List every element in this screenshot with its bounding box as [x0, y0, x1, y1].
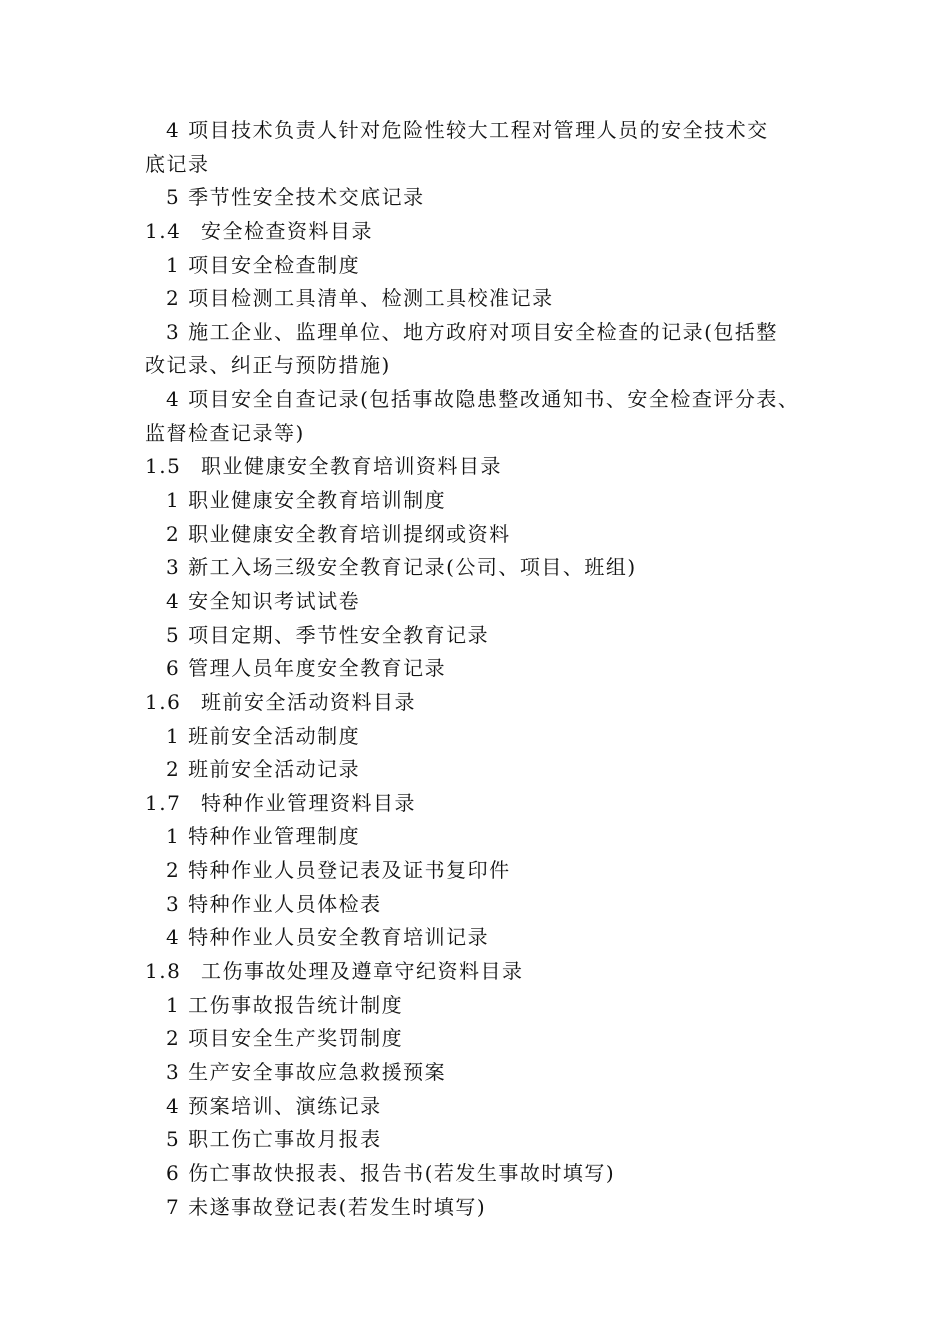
- section-title: 安全检查资料目录: [201, 218, 373, 243]
- section-number: 1.7: [145, 790, 182, 815]
- list-item: 3 施工企业、监理单位、地方政府对项目安全检查的记录(包括整: [166, 319, 778, 344]
- list-item: 7 未遂事故登记表(若发生时填写): [166, 1194, 487, 1219]
- section-heading: [145, 787, 815, 821]
- list-item: 4 预案培训、演练记录: [166, 1093, 382, 1118]
- list-item: 3 生产安全事故应急救援预案: [166, 1059, 447, 1084]
- list-item: 4 安全知识考试试卷: [166, 588, 361, 613]
- section-heading: [145, 450, 815, 484]
- section-title: 职业健康安全教育培训资料目录: [201, 454, 502, 479]
- list-item: 6 伤亡事故快报表、报告书(若发生事故时填写): [166, 1160, 616, 1185]
- list-item-continuation: 改记录、纠正与预防措施): [145, 353, 391, 378]
- list-item: 2 班前安全活动记录: [166, 757, 361, 782]
- list-item: 2 项目检测工具清单、检测工具校准记录: [166, 286, 554, 311]
- section-heading: [145, 215, 815, 249]
- section-title: 特种作业管理资料目录: [201, 790, 416, 815]
- section-number: 1.8: [145, 959, 182, 984]
- list-item: 1 项目安全检查制度: [166, 252, 361, 277]
- list-item: 6 管理人员年度安全教育记录: [166, 656, 447, 681]
- section-number: 1.5: [145, 454, 182, 479]
- section-title: 工伤事故处理及遵章守纪资料目录: [201, 959, 524, 984]
- list-item: 2 特种作业人员登记表及证书复印件: [166, 858, 511, 883]
- list-item: 4 项目安全自查记录(包括事故隐患整改通知书、安全检查评分表、: [166, 387, 800, 412]
- list-item: 3 新工入场三级安全教育记录(公司、项目、班组): [166, 555, 637, 580]
- list-item: 5 项目定期、季节性安全教育记录: [166, 622, 490, 647]
- list-item: 3 特种作业人员体检表: [166, 891, 382, 916]
- document-body: [145, 114, 815, 1224]
- list-item: 1 工伤事故报告统计制度: [166, 992, 404, 1017]
- list-item: 1 班前安全活动制度: [166, 723, 361, 748]
- list-item: 2 项目安全生产奖罚制度: [166, 1026, 404, 1051]
- section-title: 班前安全活动资料目录: [201, 689, 416, 714]
- section-number: 1.6: [145, 689, 182, 714]
- list-item: 5 职工伤亡事故月报表: [166, 1127, 382, 1152]
- list-item: 2 职业健康安全教育培训提纲或资料: [166, 521, 511, 546]
- section-heading: [145, 686, 815, 720]
- list-item: 1 特种作业管理制度: [166, 824, 361, 849]
- section-heading: [145, 955, 815, 989]
- list-item: 5 季节性安全技术交底记录: [166, 185, 425, 210]
- list-item: 1 职业健康安全教育培训制度: [166, 488, 447, 513]
- list-item: 4 项目技术负责人针对危险性较大工程对管理人员的安全技术交: [166, 118, 769, 142]
- list-item-continuation: 底记录: [145, 151, 210, 176]
- list-item-continuation: 监督检查记录等): [145, 420, 305, 445]
- list-item: 4 特种作业人员安全教育培训记录: [166, 925, 490, 950]
- section-number: 1.4: [145, 218, 182, 243]
